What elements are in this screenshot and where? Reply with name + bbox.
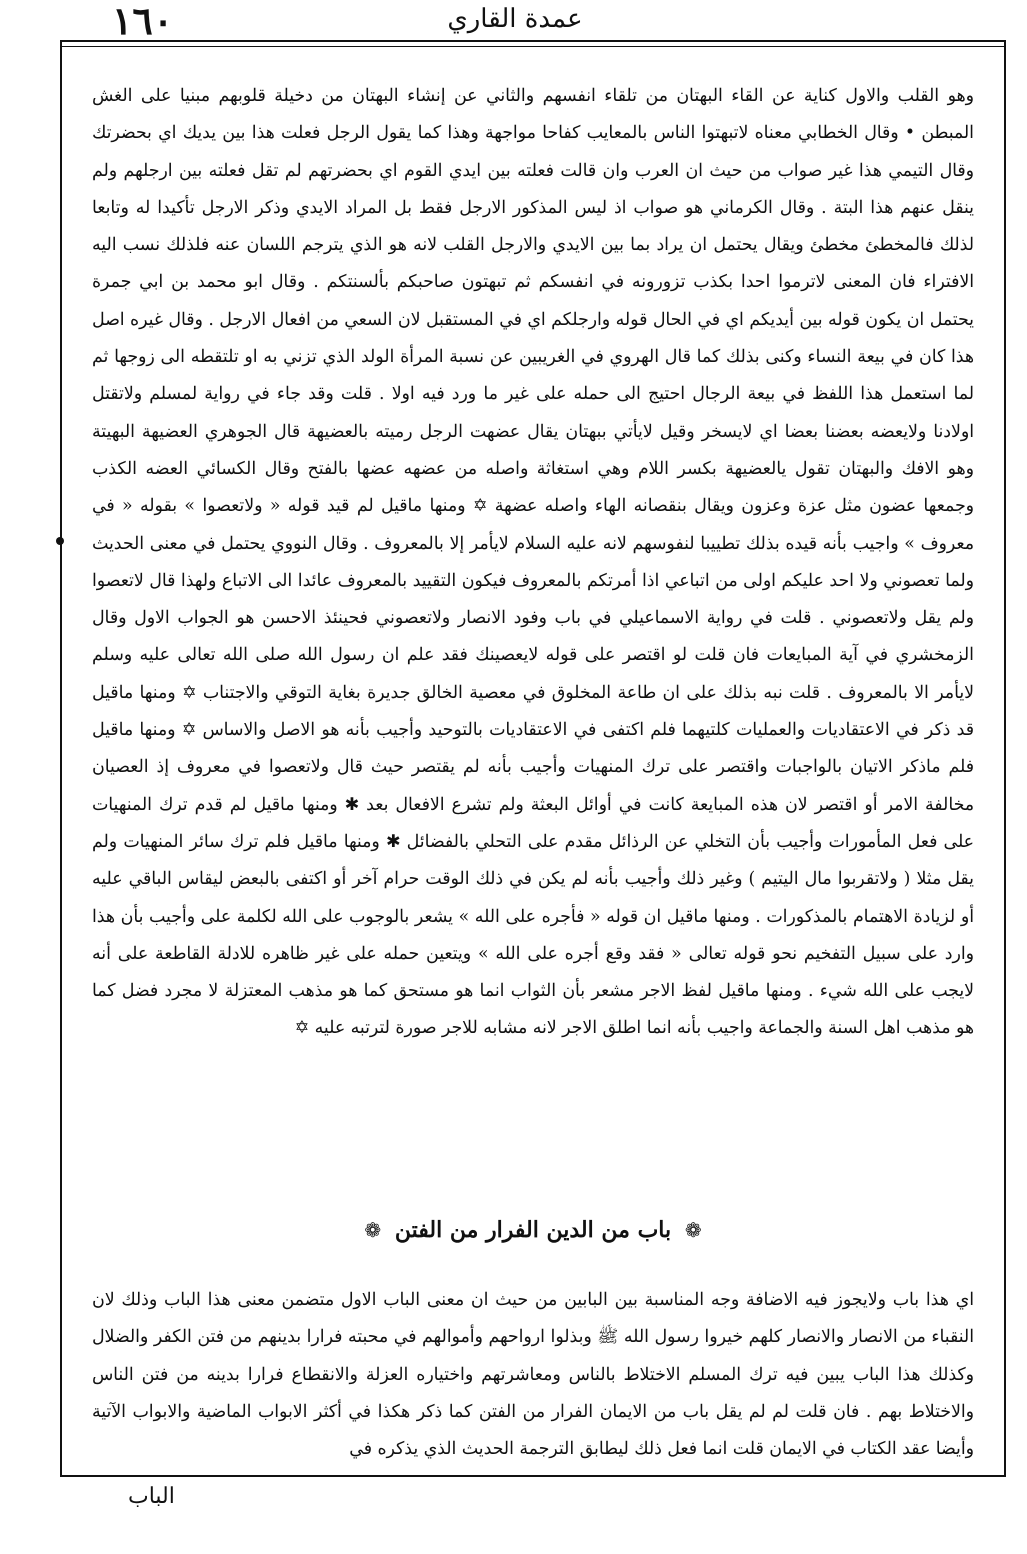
catchword: الباب xyxy=(128,1484,175,1509)
frame-inner-rule xyxy=(62,46,1004,47)
page-frame xyxy=(60,40,1006,1477)
chapter-title: باب من الدين الفرار من الفتن xyxy=(394,1217,672,1243)
heading-ornament-left-icon: ❁ xyxy=(364,1218,382,1242)
commentary-text: وهو القلب والاول كناية عن القاء البهتان من تلقاء انفسهم والثاني عن إنشاء البهتان من دخيلة قلوبهم مبنيا على الغش المبطن • وقال الخطابي معناه لاتبهتوا الناس بالمعايب كفاحا مواجهة وهذا كما يقول الرجل فعلت هذا بين يديك اي بحضرتك وقال التيمي هذا غير صواب من حيث ان العرب وان قالت فعلته بين ايدي القوم اي بحضرتهم لم تقل فعلته بين ارجلهم ولم ينقل عنهم هذا البتة . وقال الكرماني هو صواب اذ ليس المذكور الارجل فقط بل المراد الايدي وذكر الارجل تأكيدا له وتابعا لذلك فالمخطئ مخطئ ويقال يحتمل ان يراد بما بين الايدي والارجل القلب لانه هو الذي يترجم اللسان عنه فلذلك نسب اليه الافتراء فان المعنى لاترموا احدا بكذب تزورونه في انفسكم ثم تبهتون صاحبكم بألسنتكم . وقال ابو محمد بن ابي جمرة يحتمل ان يكون قوله بين أيديكم اي في الحال قوله وارجلكم اي في المستقبل لان السعي من افعال الارجل . وقال غيره اصل هذا كان في بيعة النساء وكنى بذلك كما قال الهروي في الغريبين عن نسبة المرأة الولد الذي تزني به او تلتقطه الى زوجها ثم لما استعمل هذا اللفظ في بيعة الرجال احتيج الى حمله على غير ما ورد فيه اولا . قلت وقد جاء في رواية لمسلم ولاتقتل اولادنا ولايعضه بعضنا بعضا اي لايسخر وقيل لايأتي ببهتان يقال عضهت الرجل رميته بالعضيهة قال الجوهري العضيهة البهيتة وهو الافك والبهتان تقول يالعضيهة بكسر اللام وهي استغاثة واصله من عضهه عضها بالفتح وقال الكسائي العضه الكذب وجمعها عضون مثل عزة وعزون ويقال بنقصانه الهاء واصله عضهة ✡ ومنها ماقيل لم قيد قوله « ولاتعصوا » بقوله « في معروف » واجيب بأنه قيده بذلك تطييبا لنفوسهم لانه عليه السلام لايأمر إلا بالمعروف . وقال النووي يحتمل في معنى الحديث ولما تعصوني ولا احد عليكم اولى من اتباعي اذا أمرتكم بالمعروف فيكون التقييد بالمعروف عائدا الى الاتباع ولهذا قال لاتعصوا ولم يقل ولاتعصوني . قلت في رواية الاسماعيلي في باب وفود الانصار ولاتعصوني فحينئذ الاحسن هو الجواب الاول وقال الزمخشري في آية المبايعات فان قلت لو اقتصر على قوله لايعصينك فقد علم ان رسول الله صلى الله تعالى عليه وسلم لايأمر الا بالمعروف . قلت نبه بذلك على ان طاعة المخلوق في معصية الخالق جديرة بغاية التوقي والاجتناب ✡ ومنها ماقيل قد ذكر في الاعتقاديات والعمليات كلتيهما فلم اكتفى في الاعتقاديات بالتوحيد وأجيب بأنه هو الاصل والاساس ✡ ومنها ماقيل فلم ماذكر الاتيان بالواجبات واقتصر على ترك المنهيات وأجيب بأنه لم يقتصر حيث قال ولاتعصوا في معروف إذ العصيان مخالفة الامر أو اقتصر لان هذه المبايعة كانت في أوائل البعثة ولم تشرع الافعال بعد ✱ ومنها ماقيل لم قدم ترك المنهيات على فعل المأمورات وأجيب بأن التخلي عن الرذائل مقدم على التحلي بالفضائل ✱ ومنها ماقيل فلم ترك سائر المنهيات ولم يقل مثلا ( ولاتقربوا مال اليتيم ) وغير ذلك وأجيب بأنه لم يكن في ذلك الوقت حرام آخر أو اكتفى بالبعض ليقاس الباقي عليه أو لزيادة الاهتمام بالمذكورات . ومنها ماقيل ان قوله « فأجره على الله » يشعر بالوجوب على الله لكلمة على وأجيب بأن هذا وارد على سبيل التفخيم نحو قوله تعالى « فقد وقع أجره على الله » ويتعين حمله على غير ظاهره للادلة القاطعة على أنه لايجب على الله شيء . ومنها ماقيل لفظ الاجر مشعر بأن الثواب انما هو مستحق كما هو مذهب المعتزلة لا مجرد فضل كما هو مذهب اهل السنة والجماعة واجيب بأنه انما اطلق الاجر لانه مشابه للاجر صورة لترتبه عليه ✡ xyxy=(92,86,974,1039)
running-title: عمدة القاري xyxy=(447,4,583,34)
chapter-text: اي هذا باب ولايجوز فيه الاضافة وجه المناسبة بين البابين من حيث ان معنى الباب الاول متضمن معنى هذا الباب وذلك لان النقباء من الانصار والانصار كلهم خيروا رسول الله ﷺ وبذلوا ارواحهم وأموالهم في محبته فرارا بدينهم من فتن الكفر والضلال وكذلك هذا الباب يبين فيه ترك المسلم الاختلاط بالناس ومعاشرتهم واختياره العزلة والانقطاع فرارا بدينه من فتن الناس والاختلاط بهم . فان قلت لم لم يقل باب من الايمان الفرار من الفتن كما ذكر هكذا في أكثر الابواب الماضية والابواب الآتية وأيضا عقد الكتاب في الايمان قلت انما فعل ذلك ليطابق الترجمة الحديث الذي يذكره في xyxy=(92,1290,974,1460)
chapter-heading xyxy=(62,1205,1004,1255)
margin-dot-icon xyxy=(56,537,64,545)
heading-ornament-right-icon: ❁ xyxy=(684,1218,702,1242)
page-number: ١٦٠ xyxy=(112,0,174,43)
